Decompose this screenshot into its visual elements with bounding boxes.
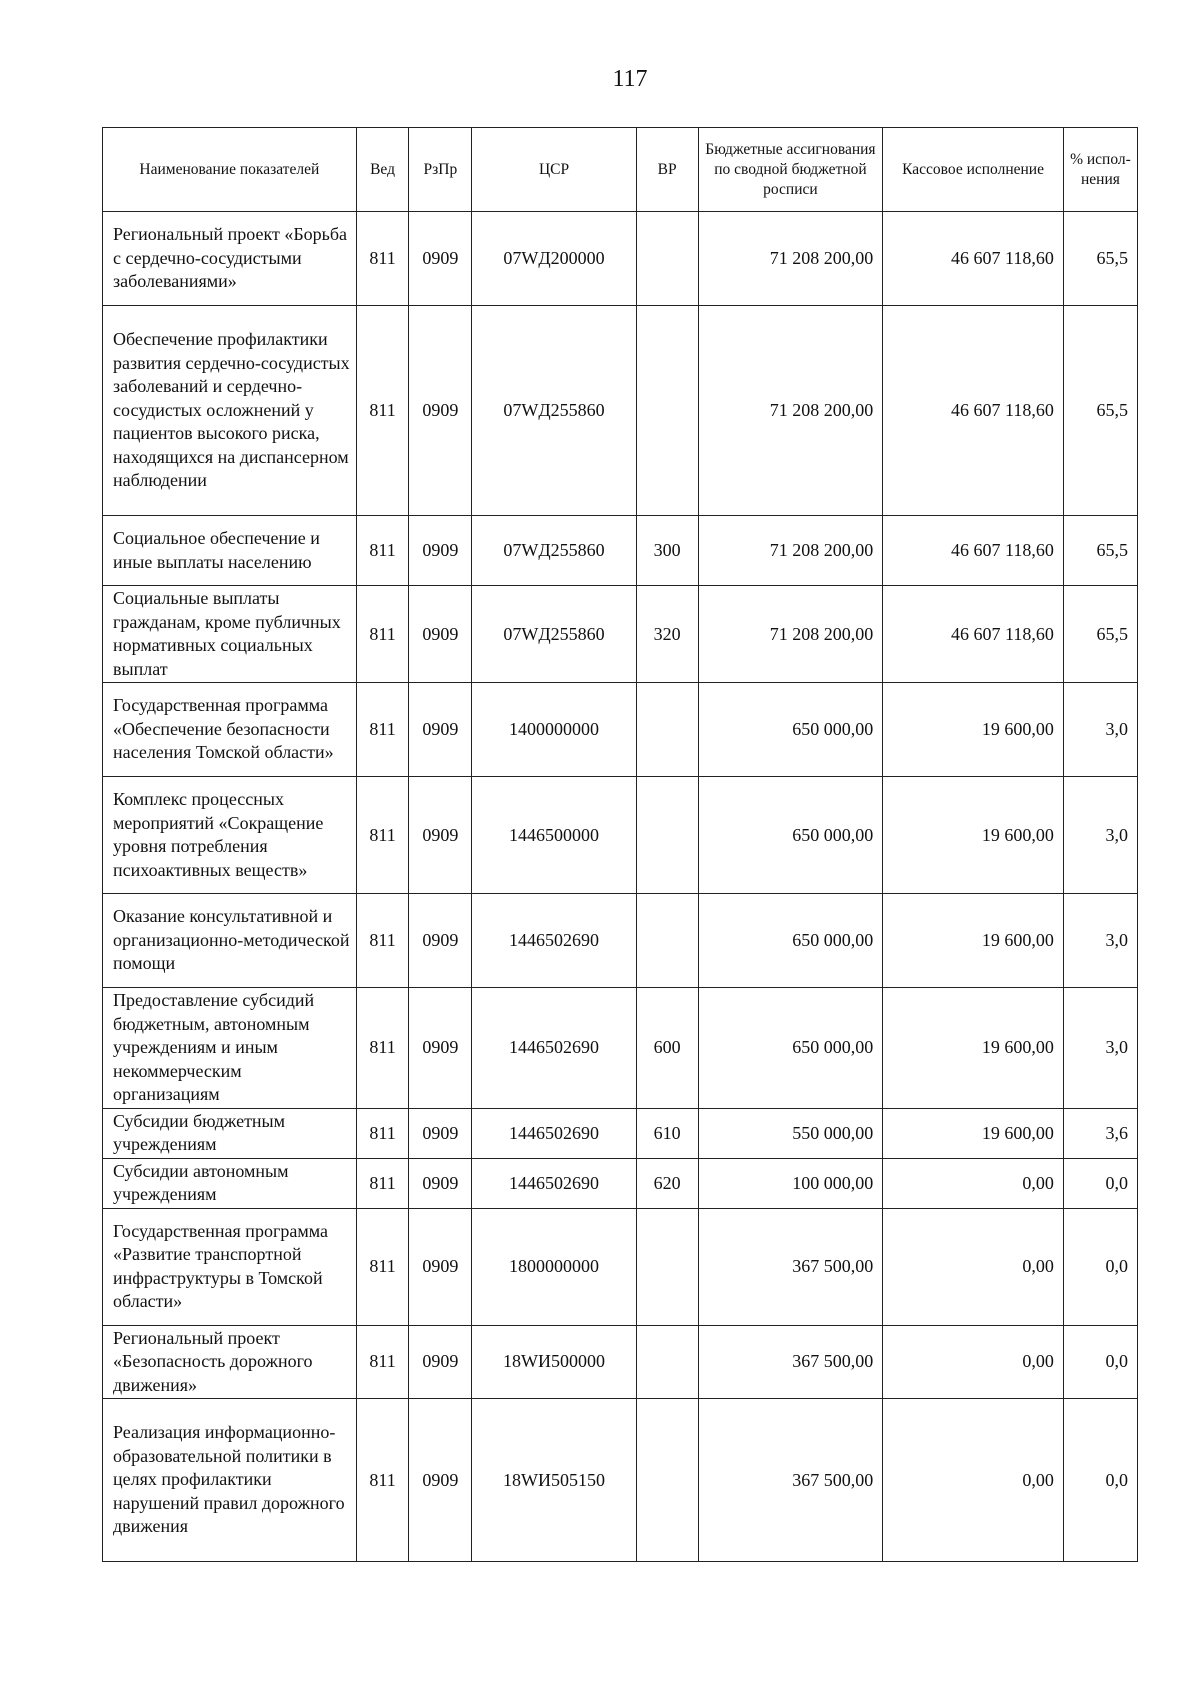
row-ved: 811: [356, 777, 409, 894]
header-csr: ЦСР: [472, 128, 636, 212]
row-ved: 811: [356, 586, 409, 683]
row-budget: 71 208 200,00: [698, 306, 883, 516]
row-name: Комплекс процессных мероприятий «Сокращение уровня потребления психоактивных веществ»: [103, 777, 357, 894]
row-rzpr: 0909: [409, 1399, 472, 1562]
row-rzpr: 0909: [409, 516, 472, 586]
row-csr: 1446502690: [472, 988, 636, 1109]
row-csr: 07WД255860: [472, 306, 636, 516]
row-ved: 811: [356, 1325, 409, 1399]
row-name: Оказание консультативной и организационно-методической помощи: [103, 894, 357, 988]
row-vr: [636, 1399, 698, 1562]
row-csr: 07WД255860: [472, 516, 636, 586]
table-row: [103, 1325, 1138, 1399]
row-csr: 1446502690: [472, 1108, 636, 1158]
table-row: [103, 683, 1138, 777]
table-row: [103, 777, 1138, 894]
row-pct: 3,0: [1063, 777, 1137, 894]
row-rzpr: 0909: [409, 988, 472, 1109]
row-ved: 811: [356, 516, 409, 586]
row-cash: 46 607 118,60: [883, 306, 1064, 516]
row-vr: [636, 212, 698, 306]
row-ved: 811: [356, 212, 409, 306]
row-rzpr: 0909: [409, 683, 472, 777]
header-pct: % испол-нения: [1063, 128, 1137, 212]
table-header-row: [103, 128, 1138, 212]
row-cash: 19 600,00: [883, 894, 1064, 988]
row-budget: 650 000,00: [698, 988, 883, 1109]
row-name: Социальное обеспечение и иные выплаты населению: [103, 516, 357, 586]
row-ved: 811: [356, 894, 409, 988]
row-csr: 07WД200000: [472, 212, 636, 306]
table-row: [103, 894, 1138, 988]
row-cash: 19 600,00: [883, 1108, 1064, 1158]
header-cash: Кассовое исполнение: [883, 128, 1064, 212]
row-pct: 3,0: [1063, 683, 1137, 777]
row-name: Государственная программа «Развитие транспортной инфраструктуры в Томской области»: [103, 1208, 357, 1325]
row-pct: 0,0: [1063, 1208, 1137, 1325]
table-row: [103, 516, 1138, 586]
row-pct: 0,0: [1063, 1325, 1137, 1399]
row-vr: 600: [636, 988, 698, 1109]
row-name: Обеспечение профилактики развития сердечно-сосудистых заболеваний и сердечно-сосудистых осложнений у пациентов высокого риска, находящихся на диспансерном наблюдении: [103, 306, 357, 516]
table-row: [103, 586, 1138, 683]
row-vr: [636, 306, 698, 516]
row-pct: 65,5: [1063, 586, 1137, 683]
row-rzpr: 0909: [409, 1108, 472, 1158]
row-rzpr: 0909: [409, 894, 472, 988]
row-budget: 367 500,00: [698, 1399, 883, 1562]
row-csr: 1446500000: [472, 777, 636, 894]
row-ved: 811: [356, 306, 409, 516]
row-budget: 650 000,00: [698, 683, 883, 777]
header-ved: Вед: [356, 128, 409, 212]
header-name: Наименование показателей: [103, 128, 357, 212]
row-rzpr: 0909: [409, 1158, 472, 1208]
row-rzpr: 0909: [409, 306, 472, 516]
row-rzpr: 0909: [409, 1208, 472, 1325]
row-csr: 1800000000: [472, 1208, 636, 1325]
row-name: Региональный проект «Борьба с сердечно-сосудистыми заболеваниями»: [103, 212, 357, 306]
row-ved: 811: [356, 1399, 409, 1562]
row-budget: 71 208 200,00: [698, 586, 883, 683]
table-row: [103, 1108, 1138, 1158]
row-name: Реализация информационно-образовательной политики в целях профилактики нарушений правил дорожного движения: [103, 1399, 357, 1562]
row-csr: 1446502690: [472, 894, 636, 988]
row-budget: 650 000,00: [698, 894, 883, 988]
row-cash: 0,00: [883, 1399, 1064, 1562]
row-name: Социальные выплаты гражданам, кроме публичных нормативных социальных выплат: [103, 586, 357, 683]
row-pct: 65,5: [1063, 516, 1137, 586]
row-vr: 300: [636, 516, 698, 586]
row-vr: [636, 777, 698, 894]
row-vr: 610: [636, 1108, 698, 1158]
row-name: Субсидии бюджетным учреждениям: [103, 1108, 357, 1158]
row-budget: 550 000,00: [698, 1108, 883, 1158]
row-vr: 320: [636, 586, 698, 683]
row-csr: 07WД255860: [472, 586, 636, 683]
row-cash: 19 600,00: [883, 777, 1064, 894]
row-cash: 46 607 118,60: [883, 212, 1064, 306]
table-row: [103, 212, 1138, 306]
row-pct: 0,0: [1063, 1399, 1137, 1562]
table-row: [103, 988, 1138, 1109]
row-rzpr: 0909: [409, 212, 472, 306]
row-vr: [636, 683, 698, 777]
row-vr: [636, 1325, 698, 1399]
row-budget: 367 500,00: [698, 1208, 883, 1325]
row-rzpr: 0909: [409, 1325, 472, 1399]
row-pct: 3,6: [1063, 1108, 1137, 1158]
row-pct: 65,5: [1063, 306, 1137, 516]
table-row: [103, 1158, 1138, 1208]
row-ved: 811: [356, 1208, 409, 1325]
row-cash: 19 600,00: [883, 683, 1064, 777]
header-vr: ВР: [636, 128, 698, 212]
row-cash: 0,00: [883, 1325, 1064, 1399]
row-cash: 0,00: [883, 1208, 1064, 1325]
row-rzpr: 0909: [409, 586, 472, 683]
row-vr: [636, 894, 698, 988]
row-pct: 3,0: [1063, 988, 1137, 1109]
row-cash: 19 600,00: [883, 988, 1064, 1109]
row-pct: 65,5: [1063, 212, 1137, 306]
row-cash: 46 607 118,60: [883, 586, 1064, 683]
row-budget: 367 500,00: [698, 1325, 883, 1399]
row-pct: 0,0: [1063, 1158, 1137, 1208]
row-name: Субсидии автономным учреждениям: [103, 1158, 357, 1208]
row-budget: 100 000,00: [698, 1158, 883, 1208]
row-ved: 811: [356, 1158, 409, 1208]
row-vr: 620: [636, 1158, 698, 1208]
row-name: Предоставление субсидий бюджетным, автономным учреждениям и иным некоммерческим организациям: [103, 988, 357, 1109]
row-ved: 811: [356, 1108, 409, 1158]
row-budget: 71 208 200,00: [698, 212, 883, 306]
table-body: [103, 212, 1138, 1562]
row-rzpr: 0909: [409, 777, 472, 894]
header-budget: Бюджетные ассигнования по сводной бюджетной росписи: [698, 128, 883, 212]
budget-execution-table: [102, 127, 1138, 1562]
header-rzpr: РзПр: [409, 128, 472, 212]
row-budget: 71 208 200,00: [698, 516, 883, 586]
row-name: Региональный проект «Безопасность дорожного движения»: [103, 1325, 357, 1399]
table-row: [103, 1208, 1138, 1325]
row-name: Государственная программа «Обеспечение безопасности населения Томской области»: [103, 683, 357, 777]
row-vr: [636, 1208, 698, 1325]
row-ved: 811: [356, 683, 409, 777]
row-pct: 3,0: [1063, 894, 1137, 988]
table-row: [103, 1399, 1138, 1562]
row-csr: 1400000000: [472, 683, 636, 777]
page-number: 117: [612, 66, 648, 92]
row-csr: 1446502690: [472, 1158, 636, 1208]
row-budget: 650 000,00: [698, 777, 883, 894]
row-ved: 811: [356, 988, 409, 1109]
row-csr: 18WИ500000: [472, 1325, 636, 1399]
row-csr: 18WИ505150: [472, 1399, 636, 1562]
row-cash: 46 607 118,60: [883, 516, 1064, 586]
row-cash: 0,00: [883, 1158, 1064, 1208]
table-row: [103, 306, 1138, 516]
